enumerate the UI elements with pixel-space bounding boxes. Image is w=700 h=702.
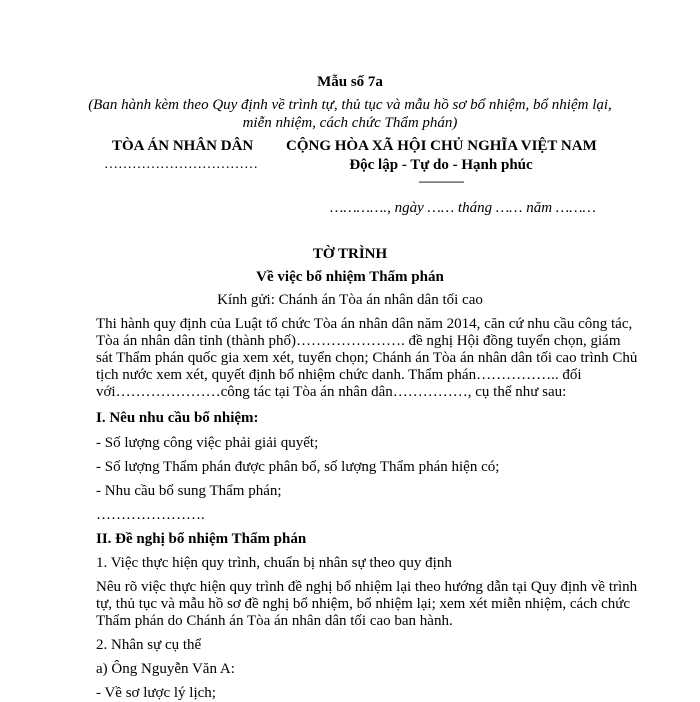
date-line: …………., ngày …… tháng …… năm ………	[330, 200, 596, 216]
header-divider: ---------------	[418, 174, 464, 188]
court-name-blank: ……………………………	[104, 157, 258, 172]
intro-line: Tòa án nhân dân tỉnh (thành phố)…………………. đề nghị Hội đồng tuyển chọn, giám	[96, 333, 621, 349]
section-1-item: - Số lượng công việc phải giải quyết;	[96, 435, 319, 451]
document-subject: Về việc bổ nhiệm Thẩm phán	[256, 269, 444, 285]
form-number: Mẫu số 7a	[317, 74, 383, 90]
section-1-item: - Nhu cầu bổ sung Thẩm phán;	[96, 483, 282, 499]
intro-line: với…………………công tác tại Tòa án nhân dân……………, cụ thể như sau:	[96, 384, 567, 400]
section-2-item-2a: a) Ông Nguyễn Văn A:	[96, 661, 235, 677]
issued-by-line-2: miễn nhiệm, cách chức Thẩm phán)	[242, 115, 458, 131]
issued-by-line-1: (Ban hành kèm theo Quy định về trình tự, thủ tục và mẫu hồ sơ bổ nhiệm, bổ nhiệm lại,	[88, 97, 612, 113]
section-1-item: - Số lượng Thẩm phán được phân bổ, số lượng Thẩm phán hiện có;	[96, 459, 500, 475]
section-2-item-1-text: Nêu rõ việc thực hiện quy trình đề nghị bổ nhiệm lại theo hướng dẫn tại Quy định về trình	[96, 579, 638, 595]
recipient-line: Kính gửi: Chánh án Tòa án nhân dân tối cao	[217, 292, 483, 308]
national-motto: Độc lập - Tự do - Hạnh phúc	[349, 157, 533, 173]
intro-line: sát Thẩm phán quốc gia xem xét, tuyển chọn; Chánh án Tòa án nhân dân tối cao trình Chủ	[96, 350, 638, 366]
country-name: CỘNG HÒA XÃ HỘI CHỦ NGHĨA VIỆT NAM	[286, 138, 597, 154]
section-1-trailing-dots: ………………….	[96, 507, 205, 523]
section-2-item-2a-detail: - Về sơ lược lý lịch;	[96, 685, 216, 701]
intro-line: Thi hành quy định của Luật tổ chức Tòa án nhân dân năm 2014, căn cứ nhu cầu công tác,	[96, 316, 633, 332]
section-2-heading: II. Đề nghị bổ nhiệm Thẩm phán	[96, 531, 307, 547]
court-name-header: TÒA ÁN NHÂN DÂN	[112, 138, 254, 154]
section-2-item-2: 2. Nhân sự cụ thể	[96, 637, 202, 653]
section-1-heading: I. Nêu nhu cầu bổ nhiệm:	[96, 410, 259, 426]
section-2-item-1: 1. Việc thực hiện quy trình, chuẩn bị nhân sự theo quy định	[96, 555, 452, 571]
section-2-item-1-text: tự, thủ tục và mẫu hồ sơ đề nghị bổ nhiệm, bổ nhiệm lại; xem xét miễn nhiệm, cách chức	[96, 596, 631, 612]
intro-line: tịch nước xem xét, quyết định bổ nhiệm chức danh. Thẩm phán…………….. đối	[96, 367, 582, 383]
document-title: TỜ TRÌNH	[312, 246, 388, 262]
section-2-item-1-text: Thẩm phán do Chánh án Tòa án nhân dân tối cao ban hành.	[96, 613, 453, 629]
